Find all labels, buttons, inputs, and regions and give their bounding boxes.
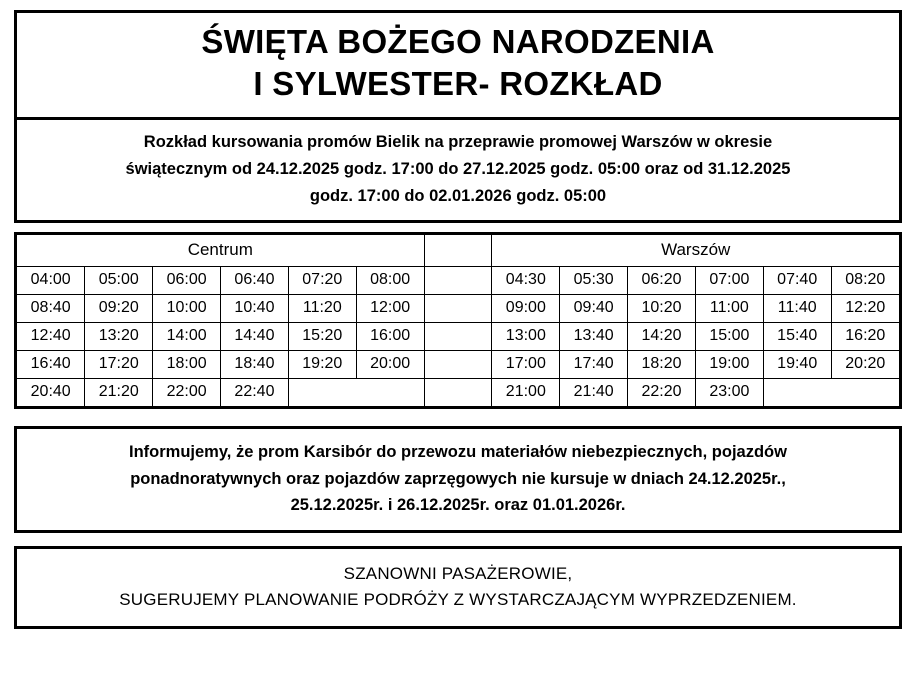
departure-cell: 06:00 (153, 266, 221, 294)
departure-cell: 20:20 (831, 350, 899, 378)
departure-cell: 10:20 (628, 294, 696, 322)
departure-cell: 16:00 (356, 322, 424, 350)
poster-title-line-2: I SYLWESTER- ROZKŁAD (253, 65, 663, 103)
departure-cell-empty (356, 378, 424, 406)
departure-cell: 08:20 (831, 266, 899, 294)
departure-cell: 17:00 (492, 350, 560, 378)
intro-line-1: Rozkład kursowania promów Bielik na przeprawie promowej Warszów w okresie (143, 133, 773, 152)
departure-cell: 21:20 (85, 378, 153, 406)
departure-cell: 15:00 (695, 322, 763, 350)
departure-cell: 05:30 (560, 266, 628, 294)
departure-cell: 18:00 (153, 350, 221, 378)
timetable-header-warszow: Warszów (492, 235, 899, 267)
timetable-header-spacer (424, 235, 492, 267)
departure-cell: 13:40 (560, 322, 628, 350)
departure-cell: 11:40 (763, 294, 831, 322)
departure-cell: 09:40 (560, 294, 628, 322)
departure-cell: 12:40 (17, 322, 85, 350)
departure-cell: 15:40 (763, 322, 831, 350)
departure-cell: 23:00 (695, 378, 763, 406)
departure-cell: 07:40 (763, 266, 831, 294)
timetable-column-spacer (424, 322, 492, 350)
notice-line-3: 25.12.2025r. i 26.12.2025r. oraz 01.01.2026r. (290, 496, 626, 515)
hazardous-cargo-notice-box (14, 426, 902, 534)
departure-cell: 22:00 (153, 378, 221, 406)
departure-cell: 14:00 (153, 322, 221, 350)
departure-cell-empty (831, 378, 899, 406)
poster-title-box (14, 10, 902, 120)
departure-cell: 19:00 (695, 350, 763, 378)
departure-cell: 05:00 (85, 266, 153, 294)
departure-cell: 08:40 (17, 294, 85, 322)
notice-line-1: Informujemy, że prom Karsibór do przewozu materiałów niebezpiecznych, pojazdów (129, 442, 787, 461)
departure-cell: 09:20 (85, 294, 153, 322)
departure-cell: 22:40 (221, 378, 289, 406)
table-row (17, 322, 899, 350)
departure-cell: 13:20 (85, 322, 153, 350)
timetable-header-centrum: Centrum (17, 235, 424, 267)
departure-cell: 04:30 (492, 266, 560, 294)
intro-line-2: świątecznym od 24.12.2025 godz. 17:00 do 27.12.2025 godz. 05:00 oraz od 31.12.2025 (125, 160, 791, 179)
table-row (17, 378, 899, 406)
departure-cell: 14:20 (628, 322, 696, 350)
departure-cell-empty (288, 378, 356, 406)
departure-cell: 09:00 (492, 294, 560, 322)
footer-line-1: SZANOWNI PASAŻEROWIE, (343, 564, 573, 584)
departure-cell: 06:40 (221, 266, 289, 294)
departure-cell: 12:20 (831, 294, 899, 322)
departure-cell: 19:20 (288, 350, 356, 378)
departure-cell: 11:20 (288, 294, 356, 322)
departure-cell: 20:40 (17, 378, 85, 406)
poster-title-line-1: ŚWIĘTA BOŻEGO NARODZENIA (201, 23, 715, 60)
table-row (17, 294, 899, 322)
departure-cell: 20:00 (356, 350, 424, 378)
departure-cell: 07:20 (288, 266, 356, 294)
departure-cell-empty (763, 378, 831, 406)
departure-cell: 04:00 (17, 266, 85, 294)
passenger-advice-box (14, 546, 902, 629)
timetable-header-row (17, 235, 899, 267)
departure-cell: 19:40 (763, 350, 831, 378)
departure-cell: 16:40 (17, 350, 85, 378)
notice-line-2: ponadnoratywnych oraz pojazdów zaprzęgowych nie kursuje w dniach 24.12.2025r., (130, 469, 786, 488)
timetable (14, 232, 902, 409)
departure-cell: 21:40 (560, 378, 628, 406)
intro-line-3: godz. 17:00 do 02.01.2026 godz. 05:00 (309, 186, 607, 205)
timetable-column-spacer (424, 378, 492, 406)
departure-cell: 18:40 (221, 350, 289, 378)
departure-cell: 15:20 (288, 322, 356, 350)
departure-cell: 12:00 (356, 294, 424, 322)
departure-cell: 08:00 (356, 266, 424, 294)
departure-cell: 16:20 (831, 322, 899, 350)
timetable-column-spacer (424, 294, 492, 322)
departure-cell: 17:20 (85, 350, 153, 378)
departure-cell: 22:20 (628, 378, 696, 406)
departure-cell: 21:00 (492, 378, 560, 406)
timetable-column-spacer (424, 266, 492, 294)
departure-cell: 18:20 (628, 350, 696, 378)
table-row (17, 350, 899, 378)
departure-cell: 10:40 (221, 294, 289, 322)
departure-cell: 07:00 (695, 266, 763, 294)
intro-paragraph-box (14, 120, 902, 222)
departure-cell: 06:20 (628, 266, 696, 294)
footer-line-2: SUGERUJEMY PLANOWANIE PODRÓŻY Z WYSTARCZAJĄCYM WYPRZEDZENIEM. (119, 589, 797, 609)
departure-cell: 17:40 (560, 350, 628, 378)
table-row (17, 266, 899, 294)
departure-cell: 10:00 (153, 294, 221, 322)
departure-cell: 11:00 (695, 294, 763, 322)
departure-cell: 14:40 (221, 322, 289, 350)
timetable-column-spacer (424, 350, 492, 378)
departure-cell: 13:00 (492, 322, 560, 350)
